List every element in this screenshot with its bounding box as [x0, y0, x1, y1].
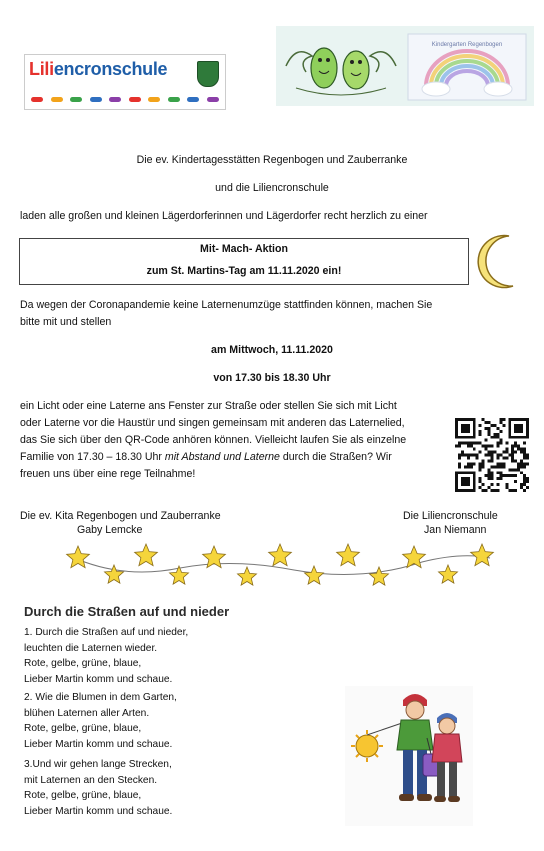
star-icon	[170, 566, 189, 584]
signature-left-name: Gaby Lemcke	[77, 524, 143, 536]
signature-left-org: Die ev. Kita Regenbogen und Zauberranke	[20, 510, 221, 522]
footprint-icon	[207, 97, 219, 102]
song-line: Rote, gelbe, grüne, blaue,	[24, 658, 142, 669]
event-box	[19, 238, 469, 285]
event-date: am Mittwoch, 11.11.2020	[211, 344, 333, 356]
kita-logos	[276, 26, 534, 106]
school-logo	[24, 54, 226, 110]
body-para2-line3: das Sie sich über den QR-Code anhören können. Vielleicht laufen Sie als einzelne	[20, 434, 407, 446]
song-line: 3.Und wir gehen lange Strecken,	[24, 759, 172, 770]
star-icon	[471, 544, 494, 566]
song-line: Rote, gelbe, grüne, blaue,	[24, 790, 142, 801]
zauberranke-logo	[286, 48, 396, 95]
footprints-decoration	[31, 94, 219, 104]
school-logo-text: Liliencronschule	[29, 59, 168, 79]
star-icon	[439, 565, 458, 583]
intro-line-1: Die ev. Kindertagesstätten Regenbogen und Zauberranke	[136, 154, 408, 166]
song-line: Lieber Martin komm und schaue.	[24, 738, 173, 750]
star-icon	[135, 544, 158, 566]
body-para1-line1: Da wegen der Coronapandemie keine Laternenumzüge stattfinden können, machen Sie	[20, 299, 433, 311]
emphasis-text: mit Abstand und Laterne	[164, 451, 280, 463]
star-icon	[370, 567, 389, 585]
footprint-icon	[31, 97, 43, 102]
star-icon	[337, 544, 360, 566]
footprint-icon	[109, 97, 121, 102]
song-line: blühen Laternen aller Arten.	[24, 707, 150, 719]
footprint-icon	[51, 97, 63, 102]
song-line: 1. Durch die Straßen auf und nieder,	[24, 627, 189, 638]
star-icon	[67, 546, 90, 568]
star-garland	[62, 540, 496, 592]
body-para1-line2: bitte mit und stellen	[20, 316, 112, 328]
event-title: Mit- Mach- Aktion	[200, 243, 288, 255]
song-line: Lieber Martin komm und schaue.	[24, 805, 173, 817]
kita-logo-text: Kindergarten Regenbogen	[431, 42, 503, 48]
body-para2-line2: oder Laterne vor die Haustür und singen gemeinsam mit anderen das Laternelied,	[20, 417, 405, 429]
song-line: Rote, gelbe, grüne, blaue,	[24, 723, 142, 734]
footprint-icon	[70, 97, 82, 102]
song-line: mit Laternen an den Stecken.	[24, 774, 158, 786]
star-icon	[269, 544, 292, 566]
song-line: 2. Wie die Blumen in dem Garten,	[24, 692, 177, 703]
moon-icon	[473, 232, 531, 290]
intro-line-3: laden alle großen und kleinen Lägerdorferinnen und Lägerdorfer recht herzlich zu einer	[20, 210, 428, 222]
star-icon	[238, 567, 257, 585]
star-icon	[305, 566, 324, 584]
qr-code[interactable]	[455, 418, 529, 492]
kita-logos-illustration	[276, 26, 534, 106]
song-verse-1	[24, 625, 188, 687]
footprint-icon	[148, 97, 160, 102]
school-crest-icon	[197, 61, 219, 87]
song-verse-2	[24, 690, 177, 752]
star-icon	[105, 565, 124, 583]
footprint-icon	[90, 97, 102, 102]
song-verse-3	[24, 757, 172, 819]
song-line: Lieber Martin komm und schaue.	[24, 673, 173, 685]
children-with-lanterns-illustration	[345, 686, 473, 826]
signature-right-name: Jan Niemann	[424, 524, 487, 536]
song-line: leuchten die Laternen wieder.	[24, 642, 158, 654]
intro-line-2: und die Liliencronschule	[215, 182, 329, 194]
body-para2-line1: ein Licht oder eine Laterne ans Fenster zur Straße oder stellen Sie sich mit Licht	[20, 400, 397, 412]
footprint-icon	[168, 97, 180, 102]
body-para2-line4: Familie von 17.30 – 18.30 Uhr mit Abstand und Laterne durch die Straßen? Wir	[20, 451, 392, 463]
song-title: Durch die Straßen auf und nieder	[24, 604, 230, 619]
body-para2-line5: freuen uns über eine rege Teilnahme!	[20, 468, 196, 480]
footprint-icon	[187, 97, 199, 102]
event-time: von 17.30 bis 18.30 Uhr	[213, 372, 331, 384]
footprint-icon	[129, 97, 141, 102]
event-subtitle: zum St. Martins-Tag am 11.11.2020 ein!	[146, 265, 342, 277]
regenbogen-logo	[408, 34, 526, 100]
signature-right-org: Die Liliencronschule	[403, 510, 498, 522]
